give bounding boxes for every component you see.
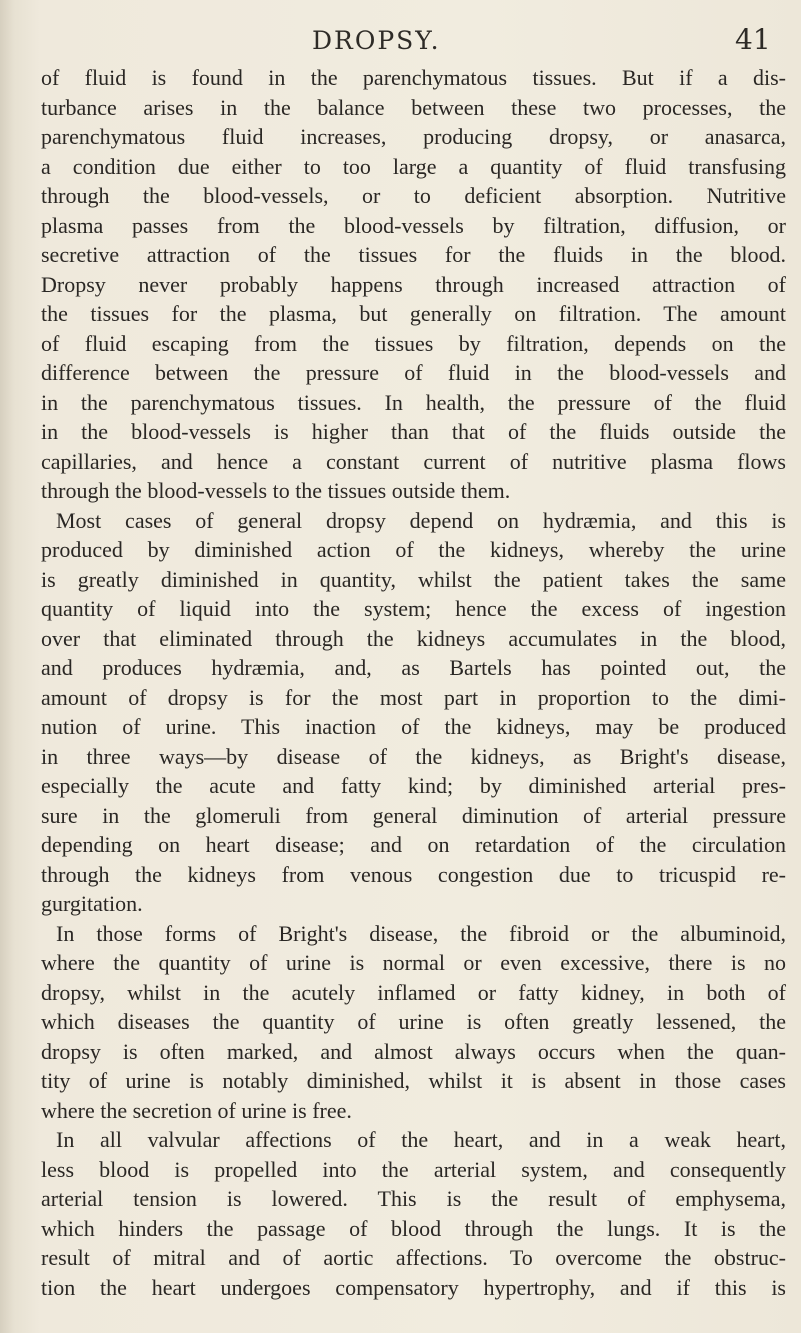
text-line: tion the heart undergoes compensatory hypertrophy, and if this is <box>41 1274 786 1300</box>
text-line: and produces hydræmia, and, as Bartels has pointed out, the <box>41 655 786 680</box>
text-line: is greatly diminished in quantity, whilst the patient takes the same <box>41 566 786 592</box>
paragraph-first-line: In those forms of Bright's disease, the fibroid or the albuminoid, <box>56 920 786 946</box>
text-line: Dropsy never probably happens through increased attraction of <box>41 271 786 297</box>
page-number: 41 <box>735 23 771 56</box>
text-line: of fluid is found in the parenchymatous tissues. But if a dis- <box>41 65 786 90</box>
text-line: which hinders the passage of blood through the lungs. It is the <box>41 1215 786 1241</box>
text-line: arterial tension is lowered. This is the result of emphysema, <box>41 1186 786 1211</box>
text-line: over that eliminated through the kidneys accumulates in the blood, <box>41 625 786 651</box>
page-header <box>0 18 801 58</box>
text-line: of fluid escaping from the tissues by filtration, depends on the <box>41 330 786 356</box>
text-line: dropsy, whilst in the acutely inflamed or fatty kidney, in both of <box>41 979 786 1005</box>
text-line: through the kidneys from venous congestion due to tricuspid re- <box>41 861 786 887</box>
text-line: especially the acute and fatty kind; by diminished arterial pres- <box>41 773 786 798</box>
text-line: through the blood-vessels to the tissues outside them. <box>41 478 511 503</box>
text-line: in the blood-vessels is higher than that of the fluids outside the <box>41 419 786 444</box>
text-line: result of mitral and of aortic affections. To overcome the obstruc- <box>41 1245 786 1270</box>
paragraph-first-line: In all valvular affections of the heart, and in a weak heart, <box>56 1127 786 1152</box>
text-line: capillaries, and hence a constant current of nutritive plasma flows <box>41 448 786 474</box>
text-line: plasma passes from the blood-vessels by filtration, diffusion, or <box>41 212 786 238</box>
text-line: where the quantity of urine is normal or even excessive, there is no <box>41 950 786 975</box>
text-line: dropsy is often marked, and almost always occurs when the quan- <box>41 1038 786 1064</box>
text-line: in the parenchymatous tissues. In health, the pressure of the fluid <box>41 389 786 415</box>
text-line: where the secretion of urine is free. <box>41 1097 352 1123</box>
text-line: tity of urine is notably diminished, whilst it is absent in those cases <box>41 1068 786 1093</box>
text-line: turbance arises in the balance between these two processes, the <box>41 94 786 120</box>
text-line: depending on heart disease; and on retardation of the circulation <box>41 832 786 857</box>
text-line: the tissues for the plasma, but generally on filtration. The amount <box>41 301 786 326</box>
text-line: secretive attraction of the tissues for the fluids in the blood. <box>41 242 786 267</box>
text-line: produced by diminished action of the kidneys, whereby the urine <box>41 537 786 562</box>
text-line: in three ways—by disease of the kidneys, as Bright's disease, <box>41 743 786 769</box>
body-text <box>41 63 786 1302</box>
running-title: DROPSY. <box>312 26 441 55</box>
text-line: which diseases the quantity of urine is often greatly lessened, the <box>41 1009 786 1034</box>
text-line: sure in the glomeruli from general diminution of arterial pressure <box>41 802 786 828</box>
text-line: amount of dropsy is for the most part in proportion to the dimi- <box>41 684 786 710</box>
paragraph-first-line: Most cases of general dropsy depend on hydræmia, and this is <box>56 507 786 533</box>
text-line: less blood is propelled into the arterial system, and consequently <box>41 1156 786 1182</box>
text-line: nution of urine. This inaction of the kidneys, may be produced <box>41 714 786 739</box>
text-line: a condition due either to too large a quantity of fluid transfusing <box>41 153 786 179</box>
text-line: difference between the pressure of fluid in the blood-vessels and <box>41 360 786 385</box>
text-line: gurgitation. <box>41 891 143 916</box>
text-line: through the blood-vessels, or to deficient absorption. Nutritive <box>41 183 786 208</box>
text-line: quantity of liquid into the system; hence the excess of ingestion <box>41 596 786 621</box>
text-line: parenchymatous fluid increases, producing dropsy, or anasarca, <box>41 124 786 149</box>
